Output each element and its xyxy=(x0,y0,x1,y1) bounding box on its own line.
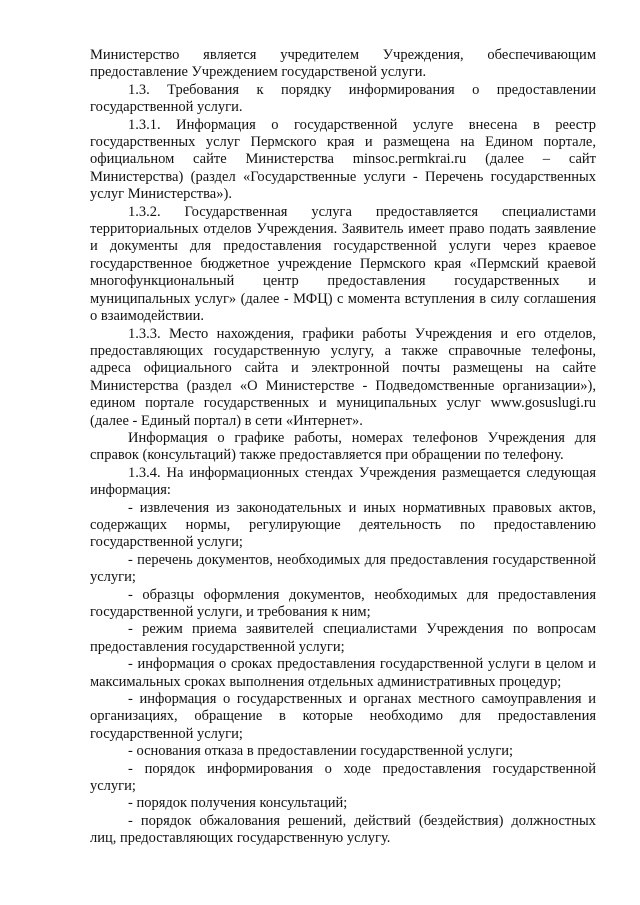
list-item: - извлечения из законодательных и иных нормативных правовых актов, содержащих нормы, регулирующие деятельность по предоставлению государственной услуги; xyxy=(90,499,596,551)
paragraph-1-3-4: 1.3.4. На информационных стендах Учреждения размещается следующая информация: xyxy=(90,464,596,499)
list-item: - порядок обжалования решений, действий (бездействия) должностных лиц, предоставляющих государственную услугу. xyxy=(90,812,596,847)
list-item: - образцы оформления документов, необходимых для предоставления государственной услуги, и требования к ним; xyxy=(90,586,596,620)
paragraph-schedule-info: Информация о графике работы, номерах телефонов Учреждения для справок (консультаций) также предоставляется при обращении по телефону. xyxy=(90,429,596,464)
list-item: - информация о государственных и органах местного самоуправления и организациях, обращение в которые необходимо для предоставления государственной услуги; xyxy=(90,691,596,742)
list-item: - режим приема заявителей специалистами Учреждения по вопросам предоставления государственной услуги; xyxy=(90,621,596,655)
paragraph-1-3-1: 1.3.1. Информация о государственной услуге внесена в реестр государственных услуг Пермского края и размещена на Едином портале, официальном сайте Министерства minsoc.permkrai.ru (далее – сайт Министерства) (раздел «Государственные услуги - Перечень государственных услуг Министерства»). xyxy=(90,116,596,203)
list-item: - основания отказа в предоставлении государственной услуги; xyxy=(128,743,514,760)
paragraph-1-3-3: 1.3.3. Место нахождения, графики работы Учреждения и его отделов, предоставляющих государственную услугу, а также справочные телефоны, адреса официального сайта и электронной почты размещены на сайте Министерства (раздел «О Министерстве - Подведомственные организации»), едином портале государственных и муниципальных услуг www.gosuslugi.ru (далее - Единый портал) в сети «Интернет». xyxy=(90,325,596,429)
paragraph-founder: Министерство является учредителем Учреждения, обеспечивающим предоставление Учреждением государственой услуги. xyxy=(90,47,596,81)
list-item: - порядок информирования о ходе предоставления государственной услуги; xyxy=(90,760,596,795)
list-item: - информация о сроках предоставления государственной услуги в целом и максимальных сроках выполнения отдельных административных процедур; xyxy=(90,656,596,690)
paragraph-1-3-2: 1.3.2. Государственная услуга предоставляется специалистами территориальных отделов Учреждения. Заявитель имеет право подать заявление и документы для предоставления государственной услуги через краевое государственное бюджетное учреждение Пермского края «Пермский краевой многофункциональный центр предоставления государственных и муниципальных услуг» (далее - МФЦ) с момента вступления в силу соглашения о взаимодействии. xyxy=(90,203,596,325)
document-page xyxy=(90,47,596,848)
list-item: - перечень документов, необходимых для предоставления государственной услуги; xyxy=(90,551,596,586)
list-item: - порядок получения консультаций; xyxy=(128,795,348,812)
paragraph-1-3: 1.3. Требования к порядку информирования о предоставлении государственной услуги. xyxy=(90,81,596,116)
